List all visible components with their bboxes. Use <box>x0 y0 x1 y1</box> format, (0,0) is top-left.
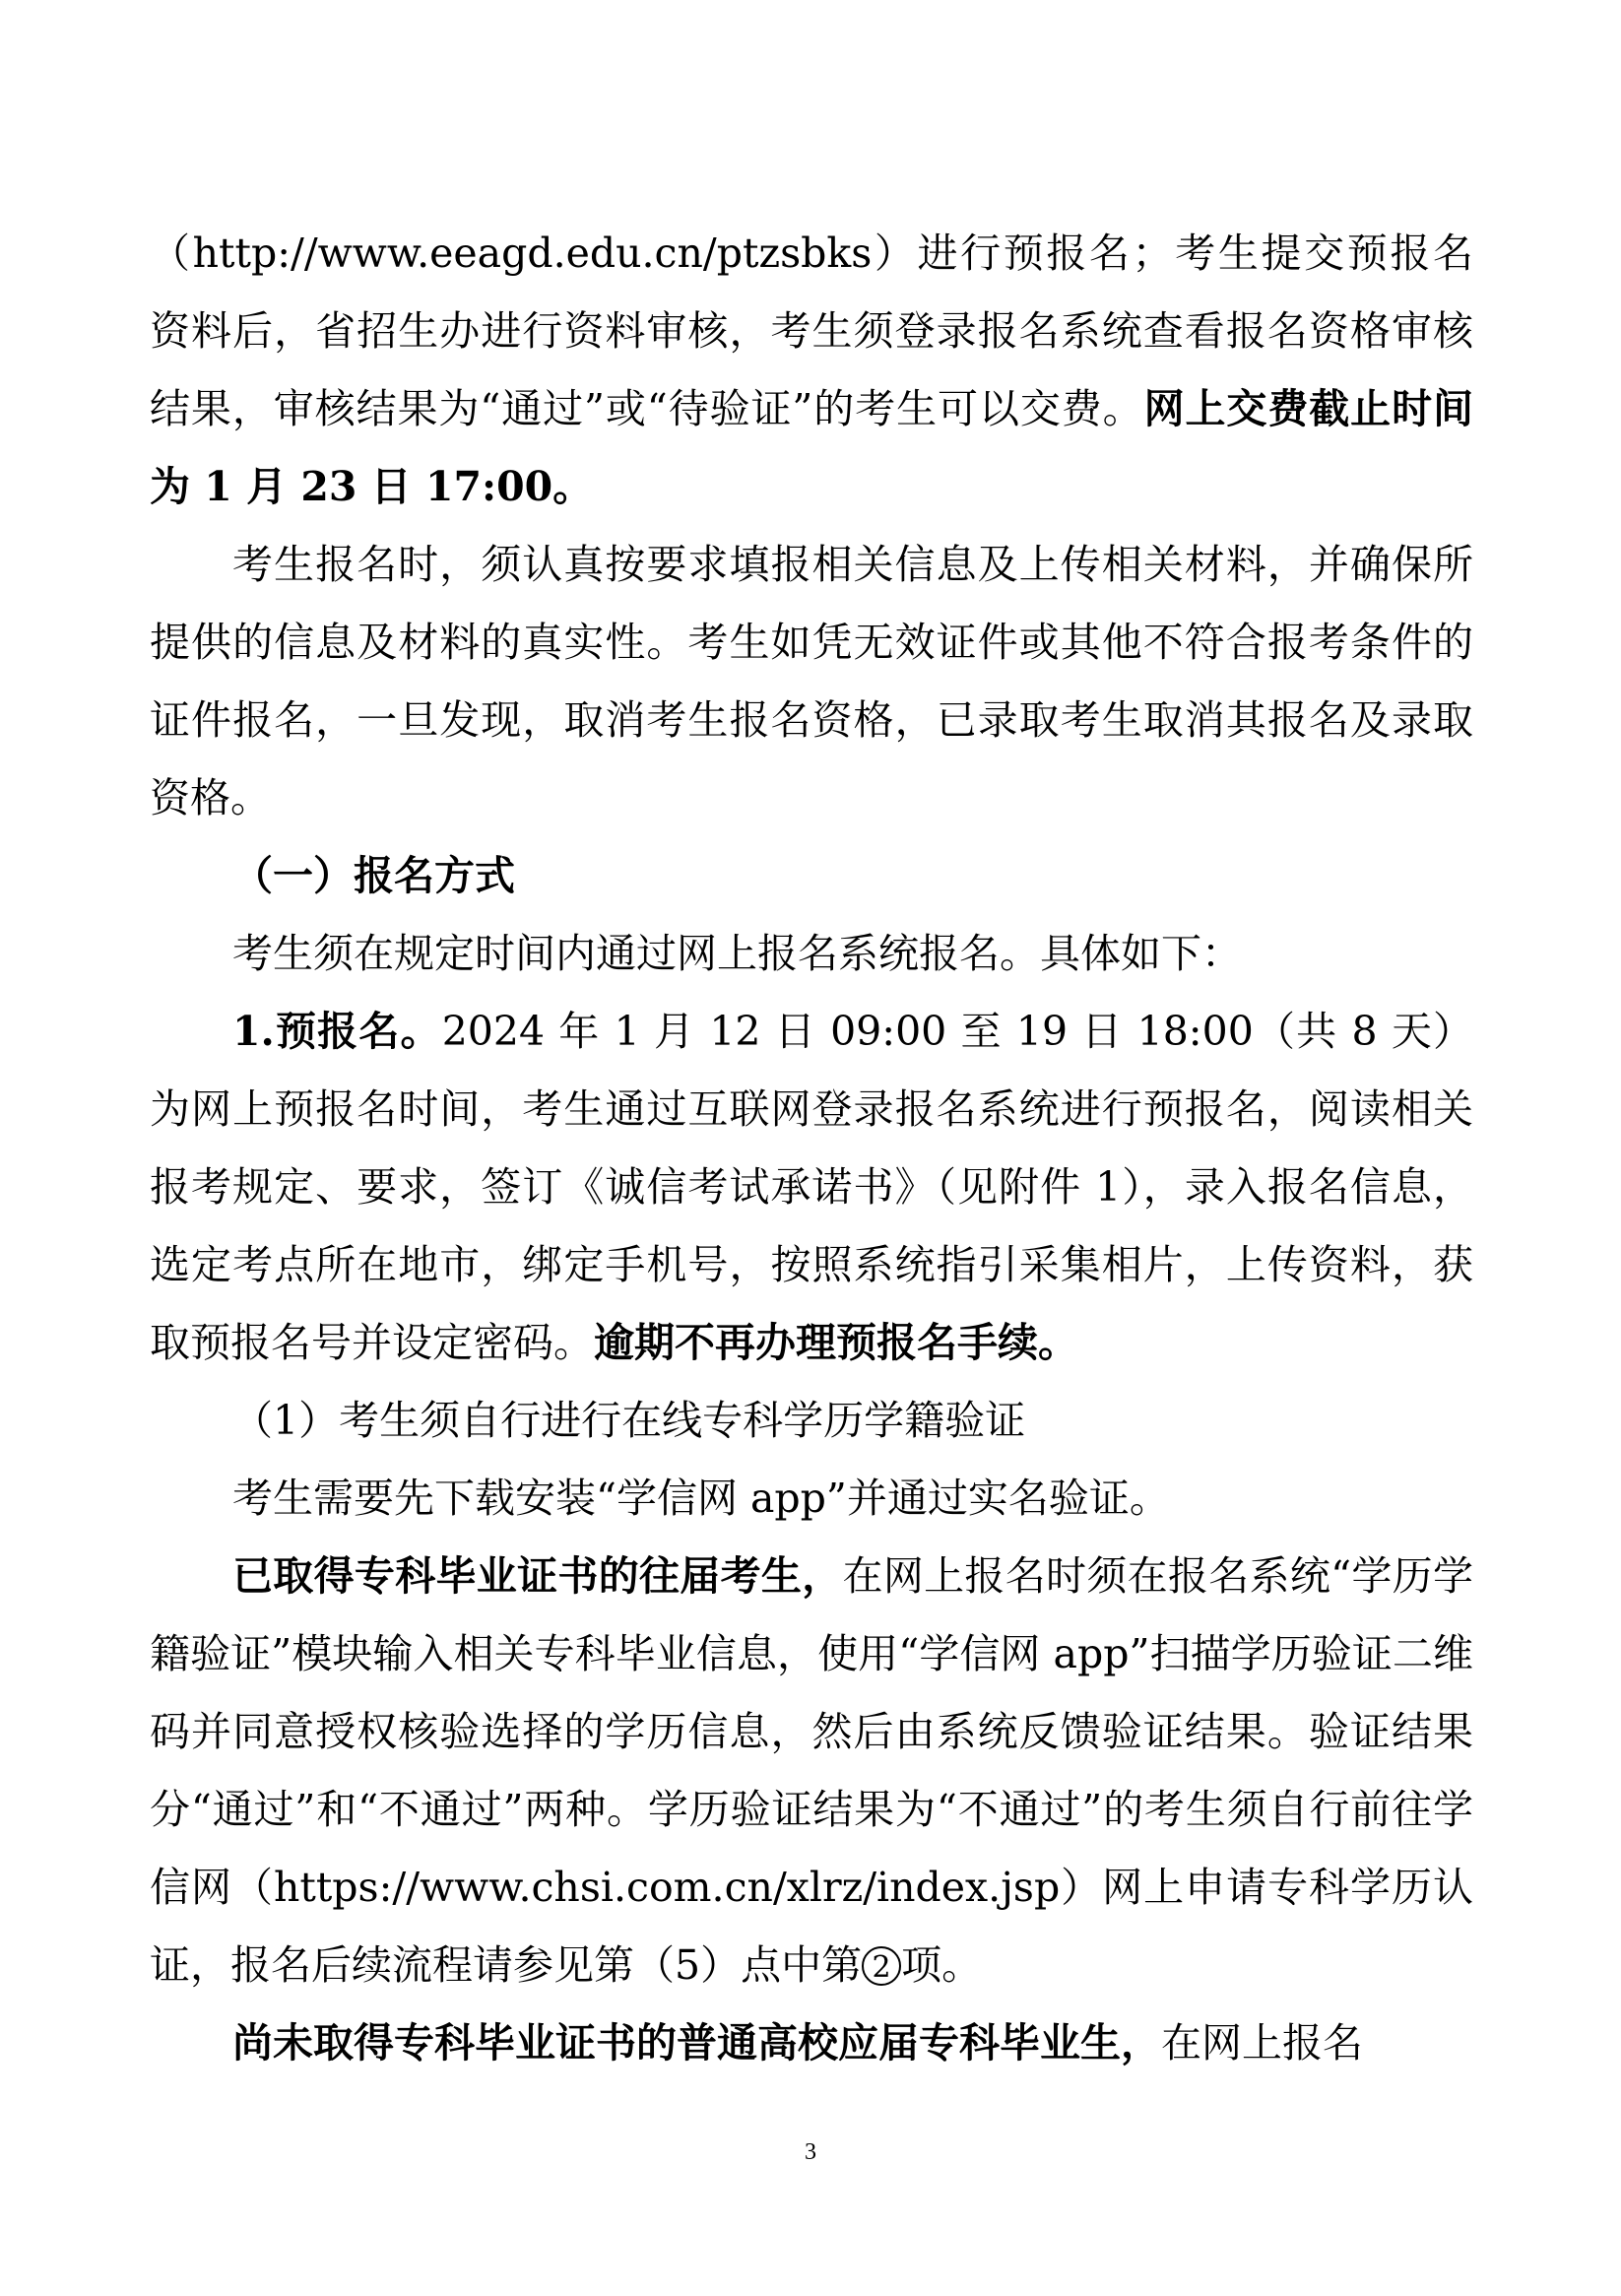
paragraph-text: 2024 年 1 月 12 日 09:00 至 19 日 18:00（共 8 天）为网上预报名时间，考生通过互联网登录报名系统进行预报名，阅读相关报考规定、要求，签订《诚信考试承诺书》（见附件 1），录入报名信息，选定考点所在地市，绑定手机号，按照系统指引采集相片，上传资料，获取预报名号并设定密码。 <box>150 1008 1473 1366</box>
paragraph-registration-review <box>150 215 1473 526</box>
overdue-notice-text: 逾期不再办理预报名手续。 <box>594 1319 1078 1366</box>
paragraph-text: （http://www.eeagd.edu.cn/ptzsbks）进行预报名；考生提交预报名资料后，省招生办进行资料审核，考生须登录报名系统查看报名资格审核结果，审核结果为“通过”或“待验证”的考生可以交费。 <box>150 230 1473 432</box>
subheading-verification: （1）考生须自行进行在线专科学历学籍验证 <box>232 1397 1026 1444</box>
paragraph-fresh-graduates <box>150 2004 1473 2082</box>
paragraph-online-registration: 考生须在规定时间内通过网上报名系统报名。具体如下： <box>232 930 1242 977</box>
paragraph-authenticity: 考生报名时，须认真按要求填报相关信息及上传相关材料，并确保所提供的信息及材料的真实性。考生如凭无效证件或其他不符合报考条件的证件报名，一旦发现，取消考生报名资格，已录取考生取消其报名及录取资格。 <box>150 541 1473 821</box>
paragraph-text: 在网上报名 <box>1161 2019 1363 2066</box>
section-heading-registration-method: （一）报名方式 <box>232 852 515 899</box>
graduated-candidates-label: 已取得专科毕业证书的往届考生， <box>232 1552 843 1600</box>
paragraph-text: 在网上报名时须在报名系统“学历学籍验证”模块输入相关专科毕业信息，使用“学信网 app”扫描学历验证二维码并同意授权核验选择的学历信息，然后由系统反馈验证结果。验证结果分“通过”和“不通过”两种。学历验证结果为“不通过”的考生须自行前往学信网（https://www.chsi.com.cn/xlrz/index.jsp）网上申请专科学历认证，报名后续流程请参见第（5）点中第 <box>150 1552 1473 1989</box>
circled-number-2: 2 <box>862 1946 901 1986</box>
paragraph-text-tail: 项。 <box>901 1941 983 1989</box>
fresh-graduates-label: 尚未取得专科毕业证书的普通高校应届专科毕业生， <box>232 2019 1161 2066</box>
page-number: 3 <box>805 2139 816 2165</box>
pre-registration-label: 1.预报名。 <box>232 1008 442 1055</box>
paragraph-app-install: 考生需要先下载安装“学信网 app”并通过实名验证。 <box>232 1475 1170 1522</box>
paragraph-pre-registration <box>150 993 1473 1382</box>
paragraph-graduated-candidates <box>150 1538 1473 2004</box>
payment-deadline-text: 网上交费截止时间为 1 月 23 日 17:00。 <box>150 385 1474 510</box>
